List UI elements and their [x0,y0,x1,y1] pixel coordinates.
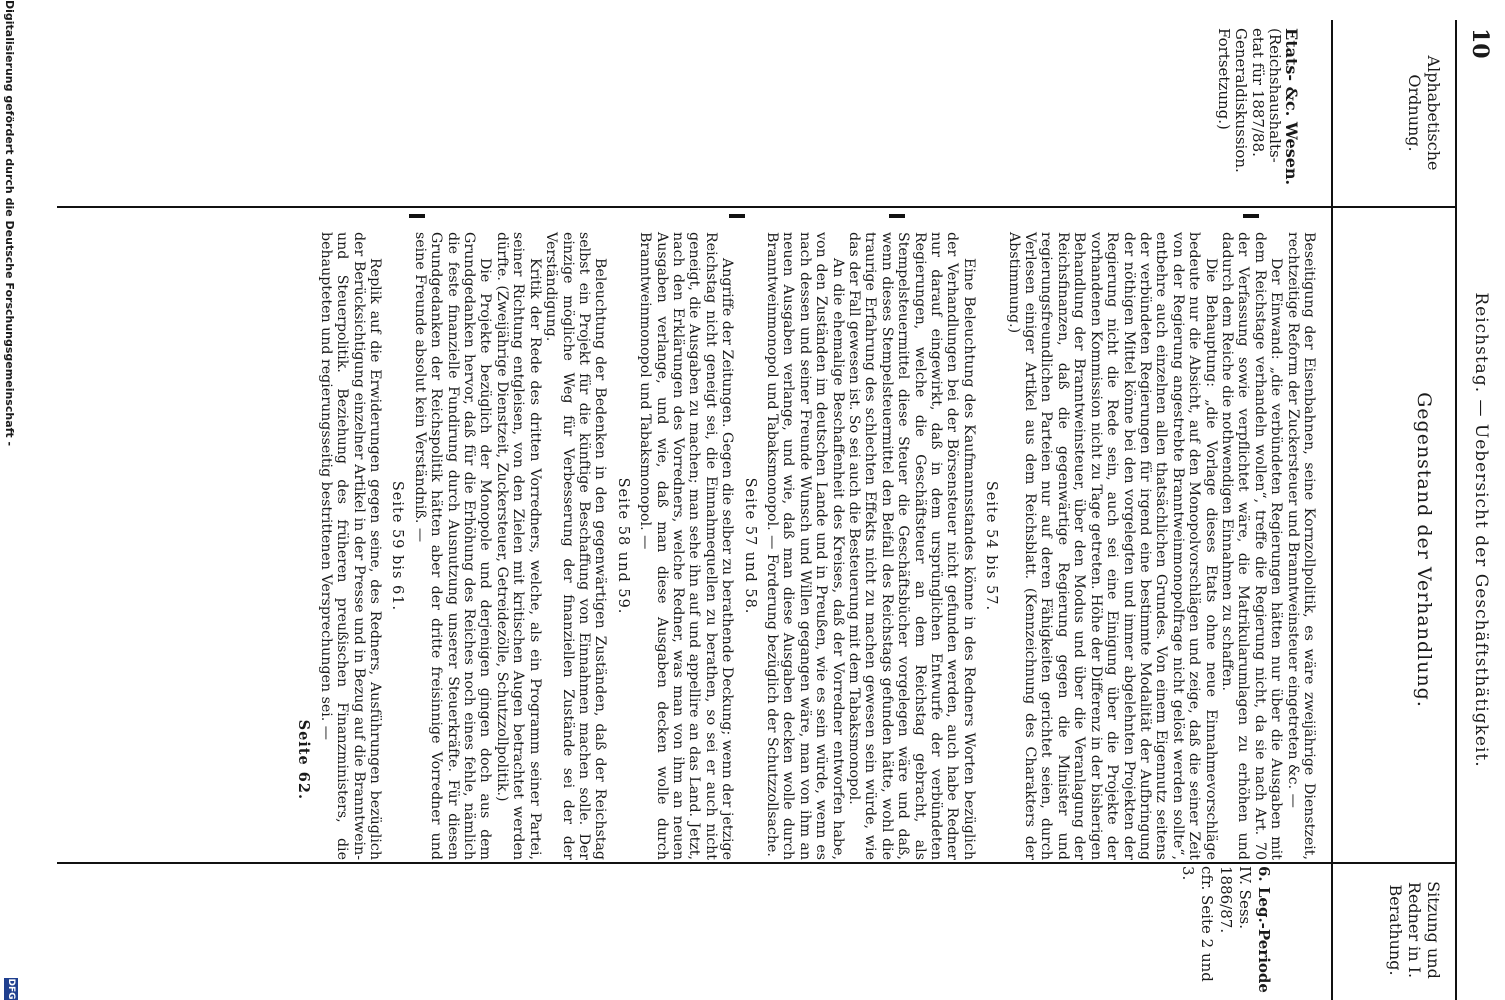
section-3 [614,232,735,860]
paragraph: Beseitigung der Eisenbahnen, seine Kornzollpolitik, es wäre zweijährige Dienstzeit, rechtzeitige Reform der Zuckersteuer und Branntweinsteuer eingetreten &c. — [1284,232,1317,860]
page-reference: Seite 58 und 59. [614,477,631,615]
dfg-logo-icon: DFG [6,978,16,1000]
side-label-line: Fortsetzung.) [1215,28,1233,130]
margin-mark [1243,214,1259,218]
section-5 [295,232,383,860]
section-4 [389,232,608,860]
side-label-line: etat für 1887/88. [1249,28,1267,157]
margin-mark [889,214,905,218]
column-rule-right [57,862,1457,864]
session-note-reference: cfr. Seite 2 und 3. [1179,866,1216,982]
paragraph: An die ehemalige Beschaffenheit des Kreises, daß der Vorredner entworfen habe, von den Zuständen im deutschen Lande und in Preußen, wie es sein würde, wenn es nach dessen und seiner Freunde Wunsch und Willen gegangen wäre, man von ihm an neuen Ausgaben verlange, und wie, daß man diese Ausgaben decken wolle durch Branntweinmonopol und Tabaksmonopol. — Forderung bezüglich der Schutzzollsache. [764,232,846,860]
side-label [1215,28,1300,198]
running-head: Reichstag. — Uebersicht der Geschäftsthätigkeit. [1471,292,1491,768]
paragraph: Die Behauptung: „die Vorlage dieses Etats ohne neue Einnahmevorschläge bedeute nur die Absicht, auf den Monopolvorschlägen und zeige, daß die seiner Zeit von der Regierung angestrebte Branntweinmonopolfrage nicht gelöst werden sollte“, entbehre auch einzelnen allen thatsächlichen Grundes. Von einem Eigennutz seitens der verbündeten Regierungen für irgend eine bestimmte Modalität der Aufbringung der nöthigen Mittel könne bei den vorgelegten und immer abgelehnten Projekten der Regierung nicht die Rede sein, auch sei eine Einigung über die Projekte der vorhandenen Kommission nicht zu Tage getreten. Höhe der Differenz in der bisherigen Behandlung der Branntweinsteuer, über den Modus und über die Veranlagung der Reichsfinanzen, daß die gegenwärtige Regierung gegen die Minister und regierungsfreundlichen Parteien nur auf deren Fähigkeiten gerichtet seien, durch Verlesen einiger Artikel aus dem Reichsblatt. (Kennzeichnung des Charakters der Abstimmung.) [1005,232,1219,860]
paragraph: Der Einwand: „die verbündeten Regierungen hätten nur über die Ausgaben mit dem Reichstage verhandeln wollen“, treffe die Regierung nicht, da sie nach Art. 70 der Verfassung sowie verpflichtet wäre, die Matrikularumlagen zu erhöhen und dadurch dem Reiche die nothwendigen Einnahmen zu schaffen. [1218,232,1285,860]
page-reference: Seite 57 und 58. [741,477,758,615]
digitization-note: Digitalisierung gefördert durch die Deutsche Forschungsgemeinschaft - [3,0,16,447]
paragraph: Die Projekte bezüglich der Monopole und derjenigen gingen doch aus dem Grundgedanken hervor, daß für die Erhöhung des Reiches noch eines fehle, nämlich die feste finanzielle Fundirung durch Ausnutzung unserer Steuerkräfte. Für diesen Grundgedanken der Reichspolitik hätten aber der dritte freisinnige Vorredner und seine Freunde absolut kein Verständniß. — [411,232,494,860]
page-number: 10 [1467,28,1493,59]
side-label-topic: Etats- &c. Wesen. [1282,28,1301,186]
paragraph: Kritik der Rede des dritten Vorredners, welche, als ein Programm seiner Partei, seiner Richtung entgleisen, von den Zielen mit kritischen Augen betrachtet werden dürfte. (Zweijährige Dienstzeit, Zuckersteuer, Getreidezölle, Schutzzollpolitik.) [493,232,543,860]
paragraph: Angriffe der Zeitungen. Gegen die selber zu berathende Deckung; wenn der jetzige Reichstag nicht geneigt sei, die Einnahmequellen zu berathen, so sei er auch nicht geneigt, die Ausgaben zu machen; man sehe ihn auf und appellire an das Land. Jetzt, nach den Erklärungen des Vorredners, welche Redner, was man von ihm an neuen Ausgaben verlange, und wie, daß man diese Ausgaben decken wolle durch Branntweinmonopol und Tabaksmonopol. — [637,232,736,860]
body-text [289,232,1317,860]
section-1 [983,232,1317,860]
header-subject: Gegenstand der Verhandlung. [1413,392,1435,708]
session-note-session: IV. Sess. 1886/87. [1217,866,1254,934]
header-alphabetical-order: Alphabetische Ordnung. [1405,55,1443,171]
margin-mark [729,214,745,218]
margin-mark [409,214,425,218]
page-reference: Seite 62. [295,719,313,800]
section-2 [741,232,977,860]
page-reference: Seite 54 bis 57. [983,480,1000,612]
column-rule-left [57,206,1457,208]
header-bottom-rule [1331,20,1333,1000]
paragraph: Replik auf die Erwiderungen gegen seine, des Redners, Ausführungen bezüglich der Berücksichtigung einzelner Artikel in der Presse und in Bezug auf die Branntwein- und Steuerpolitik. Beziehung des früheren preußischen Finanzministers, die behaupteten und regierungsseitig bestrittenen Versprechungen sei. — [317,232,384,860]
page-reference: Seite 59 bis 61. [389,480,406,612]
side-label-line: (Reichshaushalts- [1266,28,1284,163]
side-label-line: Generaldiskussion. [1232,28,1250,173]
top-rule [1455,20,1457,1000]
header-session-speaker: Sitzung und Redner in I. Berathung. [1386,881,1443,979]
session-note [1178,866,1273,1000]
session-note-period: 6. Leg.-Periode [1255,866,1273,993]
paragraph: Eine Beleuchtung des Kaufmannsstandes könne in des Redners Worten bezüglich der Verhandlungen bei der Börsensteuer nicht gefunden werden, auch habe Redner nur darauf eingewirkt, daß in dem ursprünglichen Entwurfe der verbündeten Regierungen, welche die Geschäftsteuer an dem Reichstag gebracht, als Stempelsteuermittel diese Steuer die Geschäftsbücher vorgelegen wäre und daß, wenn dieses Stempelsteuermittel den Beifall des Reichstags gefunden hätte, wohl die traurige Erfahrung des schlechten Effekts nicht zu machen gewesen sein würde, wie das der Fall gewesen ist. So sei auch die Besteuerung mit dem Tabaksmonopol. [846,232,977,860]
paragraph: Beleuchtung der Bedenken in den gegenwärtigen Zuständen, daß der Reichstag selbst ein Projekt für die künftige Beschaffung von Einnahmen machen solle. Der einzige mögliche Weg für Verbesserung der finanziellen Zustände sei der der Verständigung. [543,232,609,860]
